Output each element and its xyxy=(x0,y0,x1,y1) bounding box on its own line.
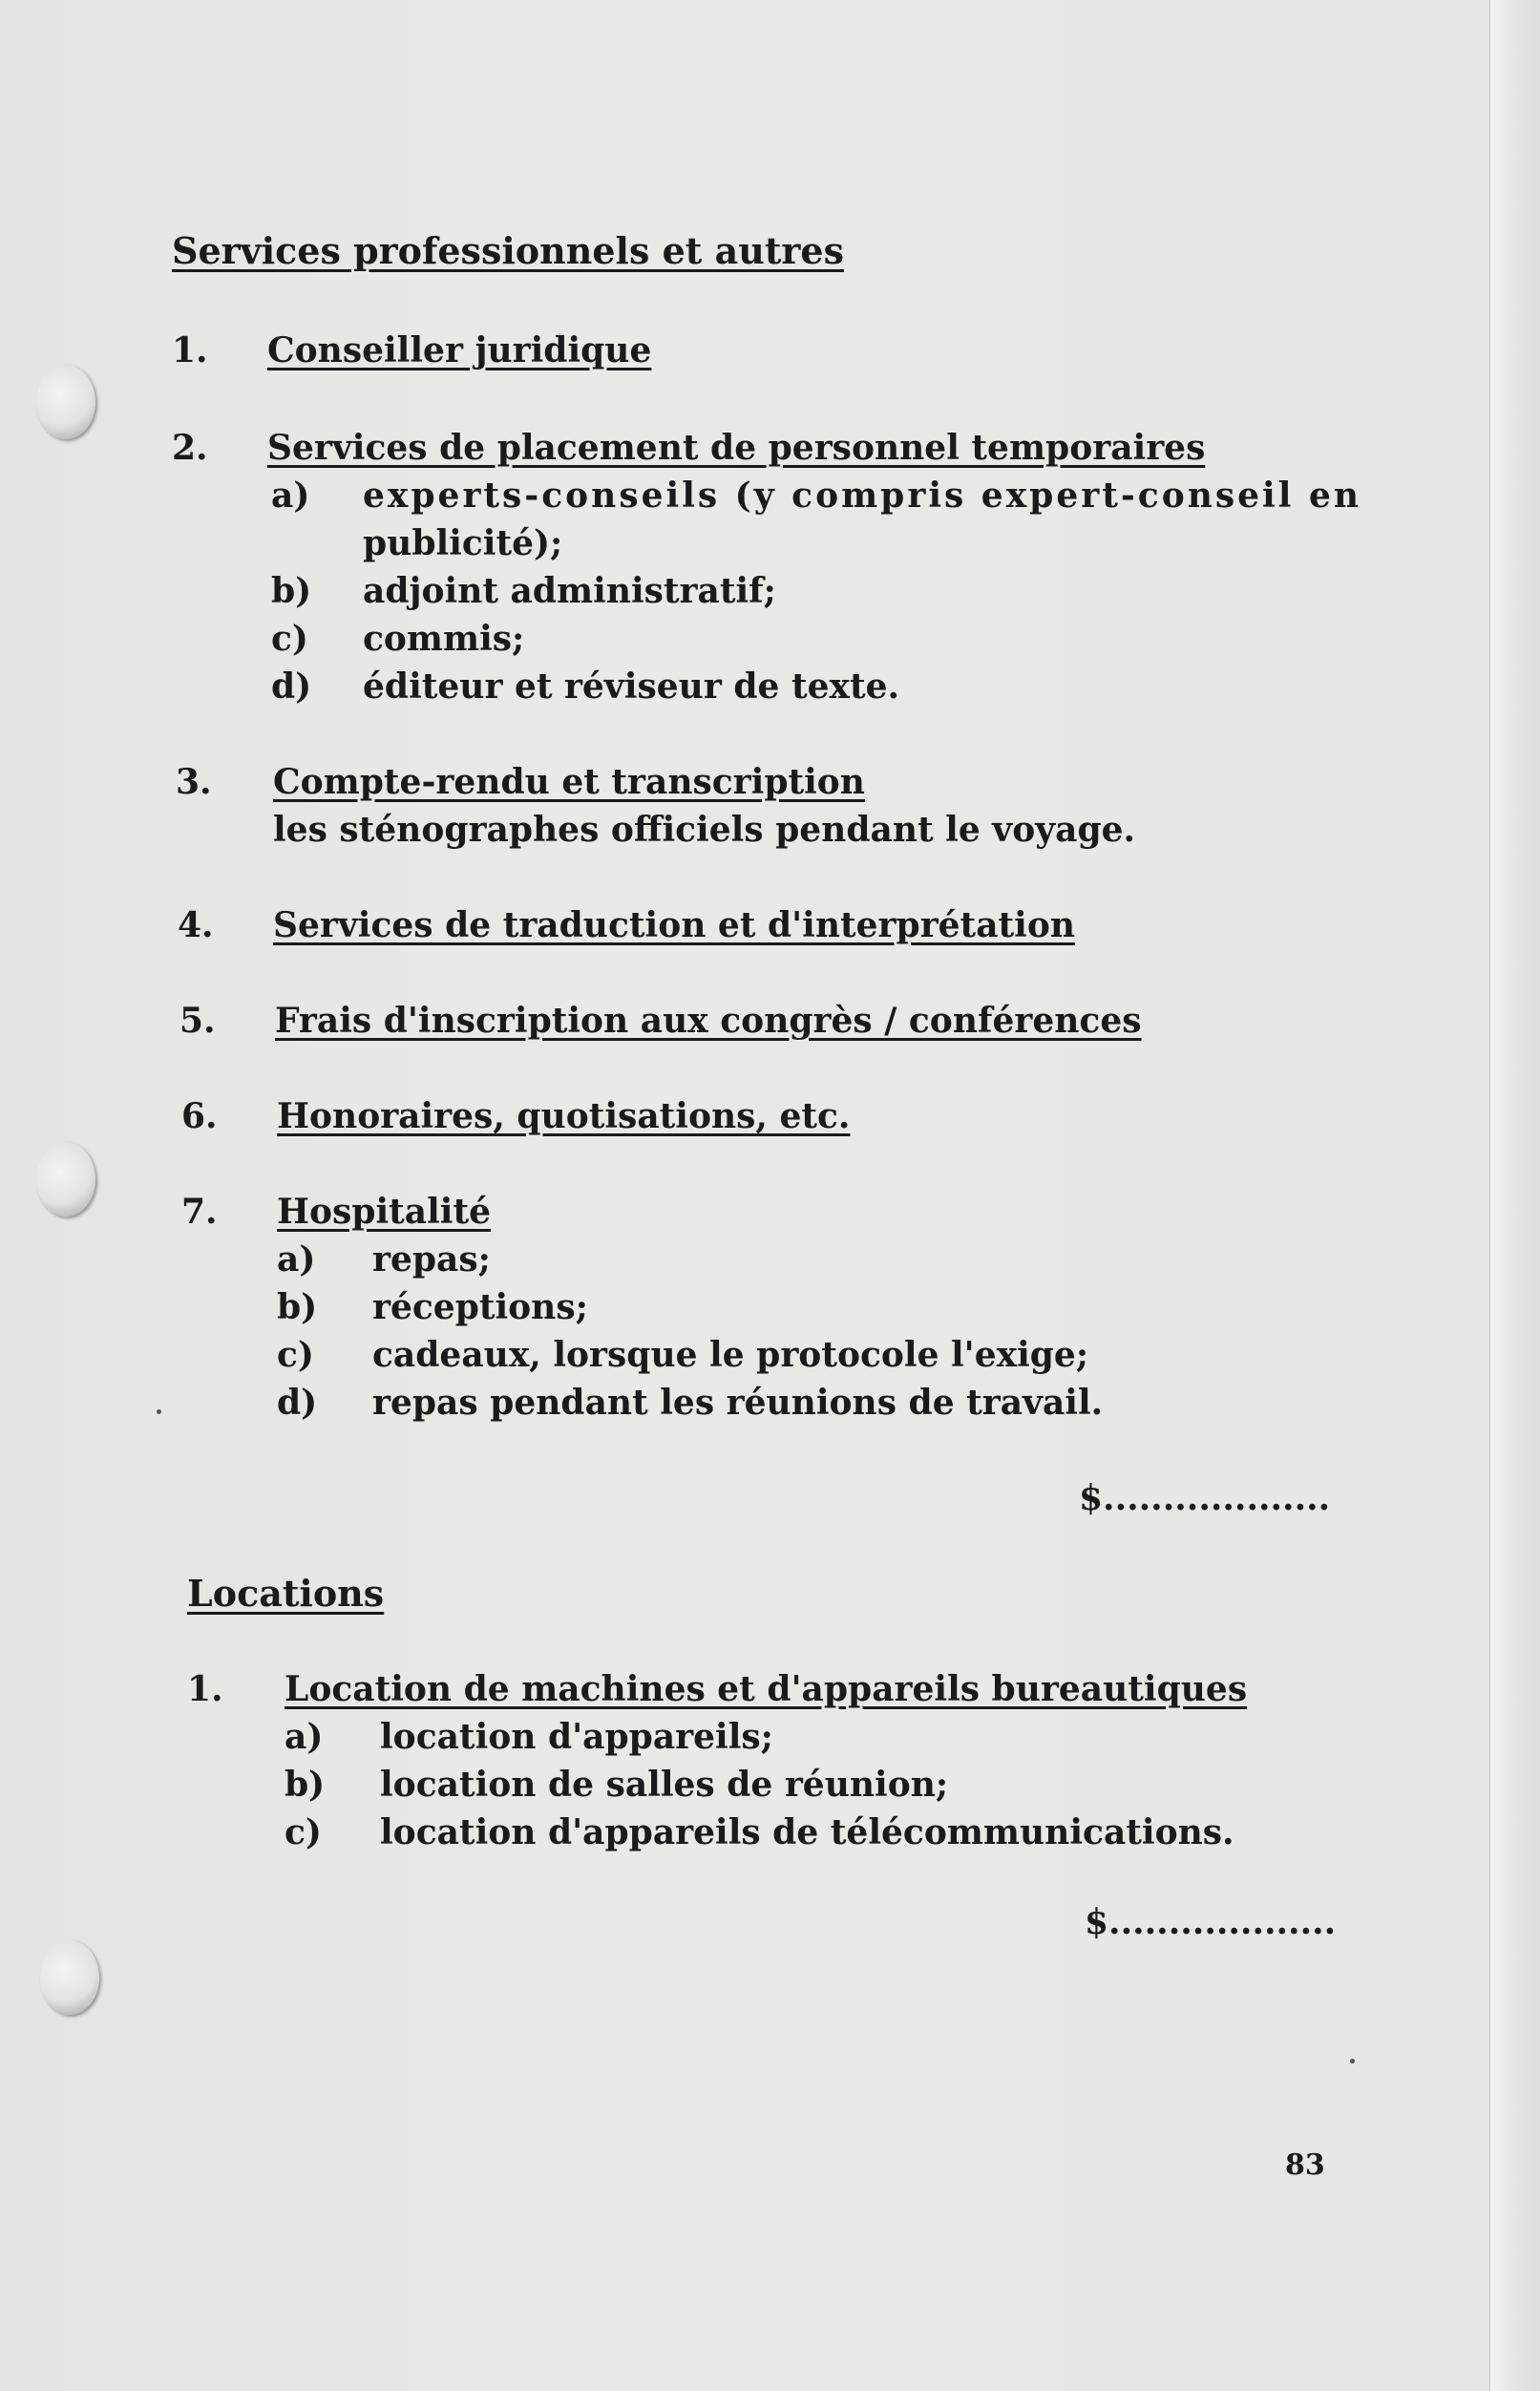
item-number: 5. xyxy=(179,1001,216,1041)
item-number: 7. xyxy=(181,1192,218,1232)
item-number: 6. xyxy=(181,1096,218,1136)
speck xyxy=(157,1409,161,1414)
item-number: 2. xyxy=(172,428,208,468)
section-heading-rentals: Locations xyxy=(187,1572,385,1615)
sub-letter: a) xyxy=(277,1239,316,1280)
punch-hole xyxy=(36,365,95,439)
item-description: les sténographes officiels pendant le voyage. xyxy=(273,810,1136,850)
item-title-legal-advisor: Conseiller juridique xyxy=(267,330,652,370)
sub-letter: b) xyxy=(271,571,312,611)
speck xyxy=(1350,2059,1355,2063)
sub-letter: b) xyxy=(285,1765,326,1805)
item-title-fees-dues: Honoraires, quotisations, etc. xyxy=(277,1096,851,1136)
item-title-registration-fees: Frais d'inscription aux congrès / conférences xyxy=(275,1001,1142,1041)
sub-item-text: éditeur et réviseur de texte. xyxy=(363,667,900,707)
sub-item-text: location de salles de réunion; xyxy=(380,1765,949,1805)
amount-field: $................... xyxy=(1085,1902,1337,1942)
sub-letter: d) xyxy=(277,1383,318,1423)
item-number: 3. xyxy=(176,762,212,802)
sub-item-text: location d'appareils de télécommunications. xyxy=(380,1812,1234,1852)
item-number: 1. xyxy=(187,1669,223,1709)
sub-letter: a) xyxy=(285,1717,324,1757)
item-number: 1. xyxy=(172,330,208,370)
sub-item-text: repas pendant les réunions de travail. xyxy=(372,1383,1104,1423)
item-number: 4. xyxy=(178,905,214,945)
sub-item-text: commis; xyxy=(363,619,525,659)
sub-letter: d) xyxy=(271,667,312,707)
page-number: 83 xyxy=(1285,2148,1325,2182)
item-title-temp-staff: Services de placement de personnel temporaires xyxy=(267,428,1206,468)
sub-item-text: réceptions; xyxy=(372,1287,588,1327)
section-heading-professional-services: Services professionnels et autres xyxy=(172,229,844,272)
sub-letter: b) xyxy=(277,1287,318,1327)
sub-letter: c) xyxy=(277,1335,314,1375)
sub-item-text: location d'appareils; xyxy=(380,1717,773,1757)
page-edge xyxy=(1489,0,1540,2391)
sub-letter: a) xyxy=(271,476,310,516)
sub-letter: c) xyxy=(285,1812,322,1852)
item-title-translation: Services de traduction et d'interprétation xyxy=(273,905,1076,945)
amount-field: $................... xyxy=(1079,1478,1331,1518)
sub-letter: c) xyxy=(271,619,308,659)
item-title-office-machines: Location de machines et d'appareils bureautiques xyxy=(285,1669,1248,1709)
sub-item-text: publicité); xyxy=(363,523,563,563)
sub-item-text: repas; xyxy=(372,1239,491,1280)
punch-hole xyxy=(36,1142,95,1217)
item-title-transcription: Compte-rendu et transcription xyxy=(273,762,865,802)
sub-item-text: experts-conseils (y compris expert-conseil en xyxy=(363,476,1362,516)
sub-item-text: cadeaux, lorsque le protocole l'exige; xyxy=(372,1335,1089,1375)
punch-hole xyxy=(40,1940,99,2015)
sub-item-text: adjoint administratif; xyxy=(363,571,776,611)
item-title-hospitality: Hospitalité xyxy=(277,1192,491,1232)
